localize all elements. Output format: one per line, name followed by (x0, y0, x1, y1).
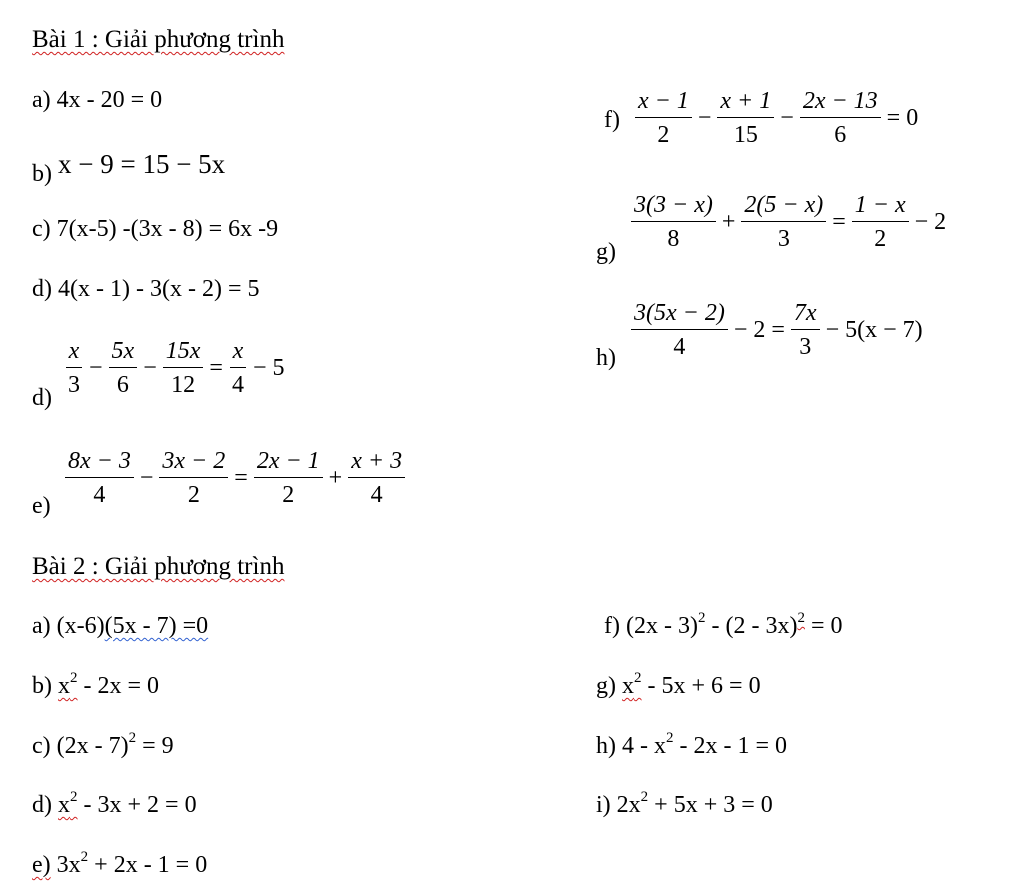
operator: − (139, 464, 154, 491)
numerator: 7x (791, 300, 820, 330)
denominator: 2 (282, 482, 295, 508)
rest: = 0 (810, 613, 843, 639)
exponent: 2 (128, 730, 137, 746)
operator: − (89, 354, 103, 381)
term: (2x - 3) (625, 613, 698, 639)
operator: = 0 (886, 104, 919, 131)
operator: − (143, 354, 157, 381)
fraction (109, 338, 138, 398)
rest: - 3x + 2 = 0 (83, 792, 197, 818)
numerator: 3x − 2 (159, 448, 228, 478)
bai2-item-c (32, 732, 174, 760)
rest: - 2x - 1 = 0 (679, 733, 788, 759)
denominator: 4 (370, 482, 383, 508)
bai2-item-a (32, 612, 208, 640)
exponent: 2 (666, 730, 674, 746)
denominator: 2 (874, 226, 887, 252)
bai2-item-f (604, 612, 842, 640)
denominator: 2 (657, 122, 670, 148)
rest: + 5x + 3 = 0 (654, 792, 773, 818)
exponent: 2 (634, 670, 642, 686)
denominator: 4 (93, 482, 106, 508)
numerator: 3(5x − 2) (631, 300, 728, 330)
rest: = 9 (142, 733, 174, 759)
bai2-heading: Bài 2 : Giải phương trình (32, 553, 285, 580)
variable: x (58, 792, 70, 818)
fraction (741, 192, 826, 252)
exponent: 2 (797, 610, 805, 626)
bai1-item-d1 (32, 275, 259, 303)
item-label: b) (32, 673, 52, 699)
bai1-heading: Bài 1 : Giải phương trình (32, 26, 285, 53)
equation (58, 670, 160, 699)
fraction (348, 448, 405, 508)
equation (56, 849, 208, 878)
bai1-item-b (32, 149, 226, 187)
equation (56, 730, 174, 759)
denominator: 3 (799, 334, 812, 360)
item-label: a) (32, 613, 51, 639)
equation: 7(x-5) -(3x - 8) = 6x -9 (56, 216, 279, 242)
item-label: e) (32, 852, 51, 878)
term: - (2 - 3x) (711, 613, 798, 639)
operator: − (697, 104, 712, 131)
base: (2x - 7) (56, 733, 129, 759)
rest: - 5x + 6 = 0 (647, 673, 761, 699)
operator: − 2 (914, 208, 947, 235)
equation (622, 670, 761, 699)
numerator: x (66, 338, 83, 368)
numerator: 5x (109, 338, 138, 368)
bai2-item-g (596, 672, 761, 700)
item-label: d) (32, 792, 52, 818)
bai2-item-i (596, 791, 773, 819)
item-label: d) (32, 276, 52, 302)
numerator: 8x − 3 (65, 448, 134, 478)
item-label: h) (596, 733, 616, 759)
equation (616, 789, 773, 818)
item-label: a) (32, 87, 51, 113)
numerator: 2x − 1 (254, 448, 323, 478)
fraction (254, 448, 323, 508)
denominator: 3 (777, 226, 790, 252)
denominator: 4 (231, 372, 244, 398)
term: 3x (56, 852, 81, 878)
operator: + (721, 208, 736, 235)
exponent: 2 (697, 610, 706, 626)
denominator: 3 (68, 372, 80, 398)
bai1-item-a (32, 86, 162, 114)
exponent: 2 (70, 789, 78, 805)
bai1-item-f-equation (632, 88, 921, 148)
bai2-item-b (32, 672, 159, 700)
exponent: 2 (640, 789, 649, 805)
operator: − 5(x − 7) (825, 316, 923, 343)
item-label: c) (32, 216, 51, 242)
equation (625, 610, 843, 639)
fraction (65, 448, 134, 508)
fraction (791, 300, 820, 360)
base (58, 789, 78, 818)
fraction (229, 338, 247, 398)
numerator: 2(5 − x) (741, 192, 826, 222)
bai2-item-d (32, 791, 197, 819)
numerator: 3(3 − x) (631, 192, 716, 222)
factor: (x-6) (56, 613, 105, 639)
exponent: 2 (80, 849, 89, 865)
rest: - 2x = 0 (83, 673, 160, 699)
operator: + (328, 464, 343, 491)
denominator: 2 (187, 482, 200, 508)
variable: x (622, 673, 634, 699)
bai1-item-g-equation (628, 192, 949, 252)
fraction (852, 192, 909, 252)
equation: x − 9 = 15 − 5x (58, 149, 226, 179)
operator: = (209, 354, 223, 381)
bai1-item-e-equation (62, 448, 408, 508)
denominator: 4 (673, 334, 686, 360)
operator: − 5 (252, 354, 285, 381)
term: 4 - x (622, 733, 666, 759)
operator: − (780, 104, 794, 131)
fraction (631, 300, 728, 360)
numerator: x − 1 (635, 88, 692, 118)
numerator: x + 1 (717, 88, 774, 118)
fraction (800, 88, 881, 148)
item-label: i) (596, 792, 611, 818)
operator: = (832, 208, 846, 235)
equation: 4(x - 1) - 3(x - 2) = 5 (58, 276, 260, 302)
denominator: 8 (667, 226, 680, 252)
denominator: 15 (733, 122, 758, 148)
fraction (631, 192, 716, 252)
item-label: f) (604, 613, 620, 639)
denominator: 12 (171, 372, 196, 398)
equation: 4x - 20 = 0 (56, 87, 163, 113)
numerator: 15x (163, 338, 204, 368)
bai1-item-d2-label: d) (32, 385, 52, 411)
bai1-item-h-equation (628, 300, 926, 360)
bai2-item-h (596, 732, 787, 760)
fraction (65, 338, 83, 398)
numerator: 2x − 13 (800, 88, 881, 118)
exponent: 2 (70, 670, 78, 686)
numerator: x + 3 (348, 448, 405, 478)
numerator: 1 − x (852, 192, 909, 222)
fraction (159, 448, 228, 508)
bai1-item-g-label: g) (596, 239, 616, 265)
bai1-item-d2-equation (62, 338, 288, 398)
base (58, 670, 78, 699)
bai1-item-e-label: e) (32, 493, 51, 519)
denominator: 6 (834, 122, 847, 148)
item-label: g) (596, 673, 616, 699)
operator: = (234, 464, 248, 491)
rest: + 2x - 1 = 0 (94, 852, 208, 878)
equation (58, 789, 197, 818)
factor: (5x - 7) =0 (104, 613, 209, 639)
numerator: x (230, 338, 247, 368)
term: 2x (616, 792, 641, 818)
fraction (163, 338, 204, 398)
fraction (635, 88, 692, 148)
item-label: b) (32, 161, 52, 187)
bai2-item-e (32, 851, 207, 879)
variable: x (58, 673, 70, 699)
equation (622, 730, 788, 759)
base (622, 670, 642, 699)
bai1-item-f-label: f) (604, 107, 620, 133)
equation (57, 613, 209, 639)
item-label: c) (32, 733, 51, 759)
denominator: 6 (116, 372, 129, 398)
bai1-item-c (32, 215, 278, 243)
fraction (717, 88, 774, 148)
operator: − 2 = (733, 316, 785, 343)
bai1-item-h-label: h) (596, 345, 616, 371)
